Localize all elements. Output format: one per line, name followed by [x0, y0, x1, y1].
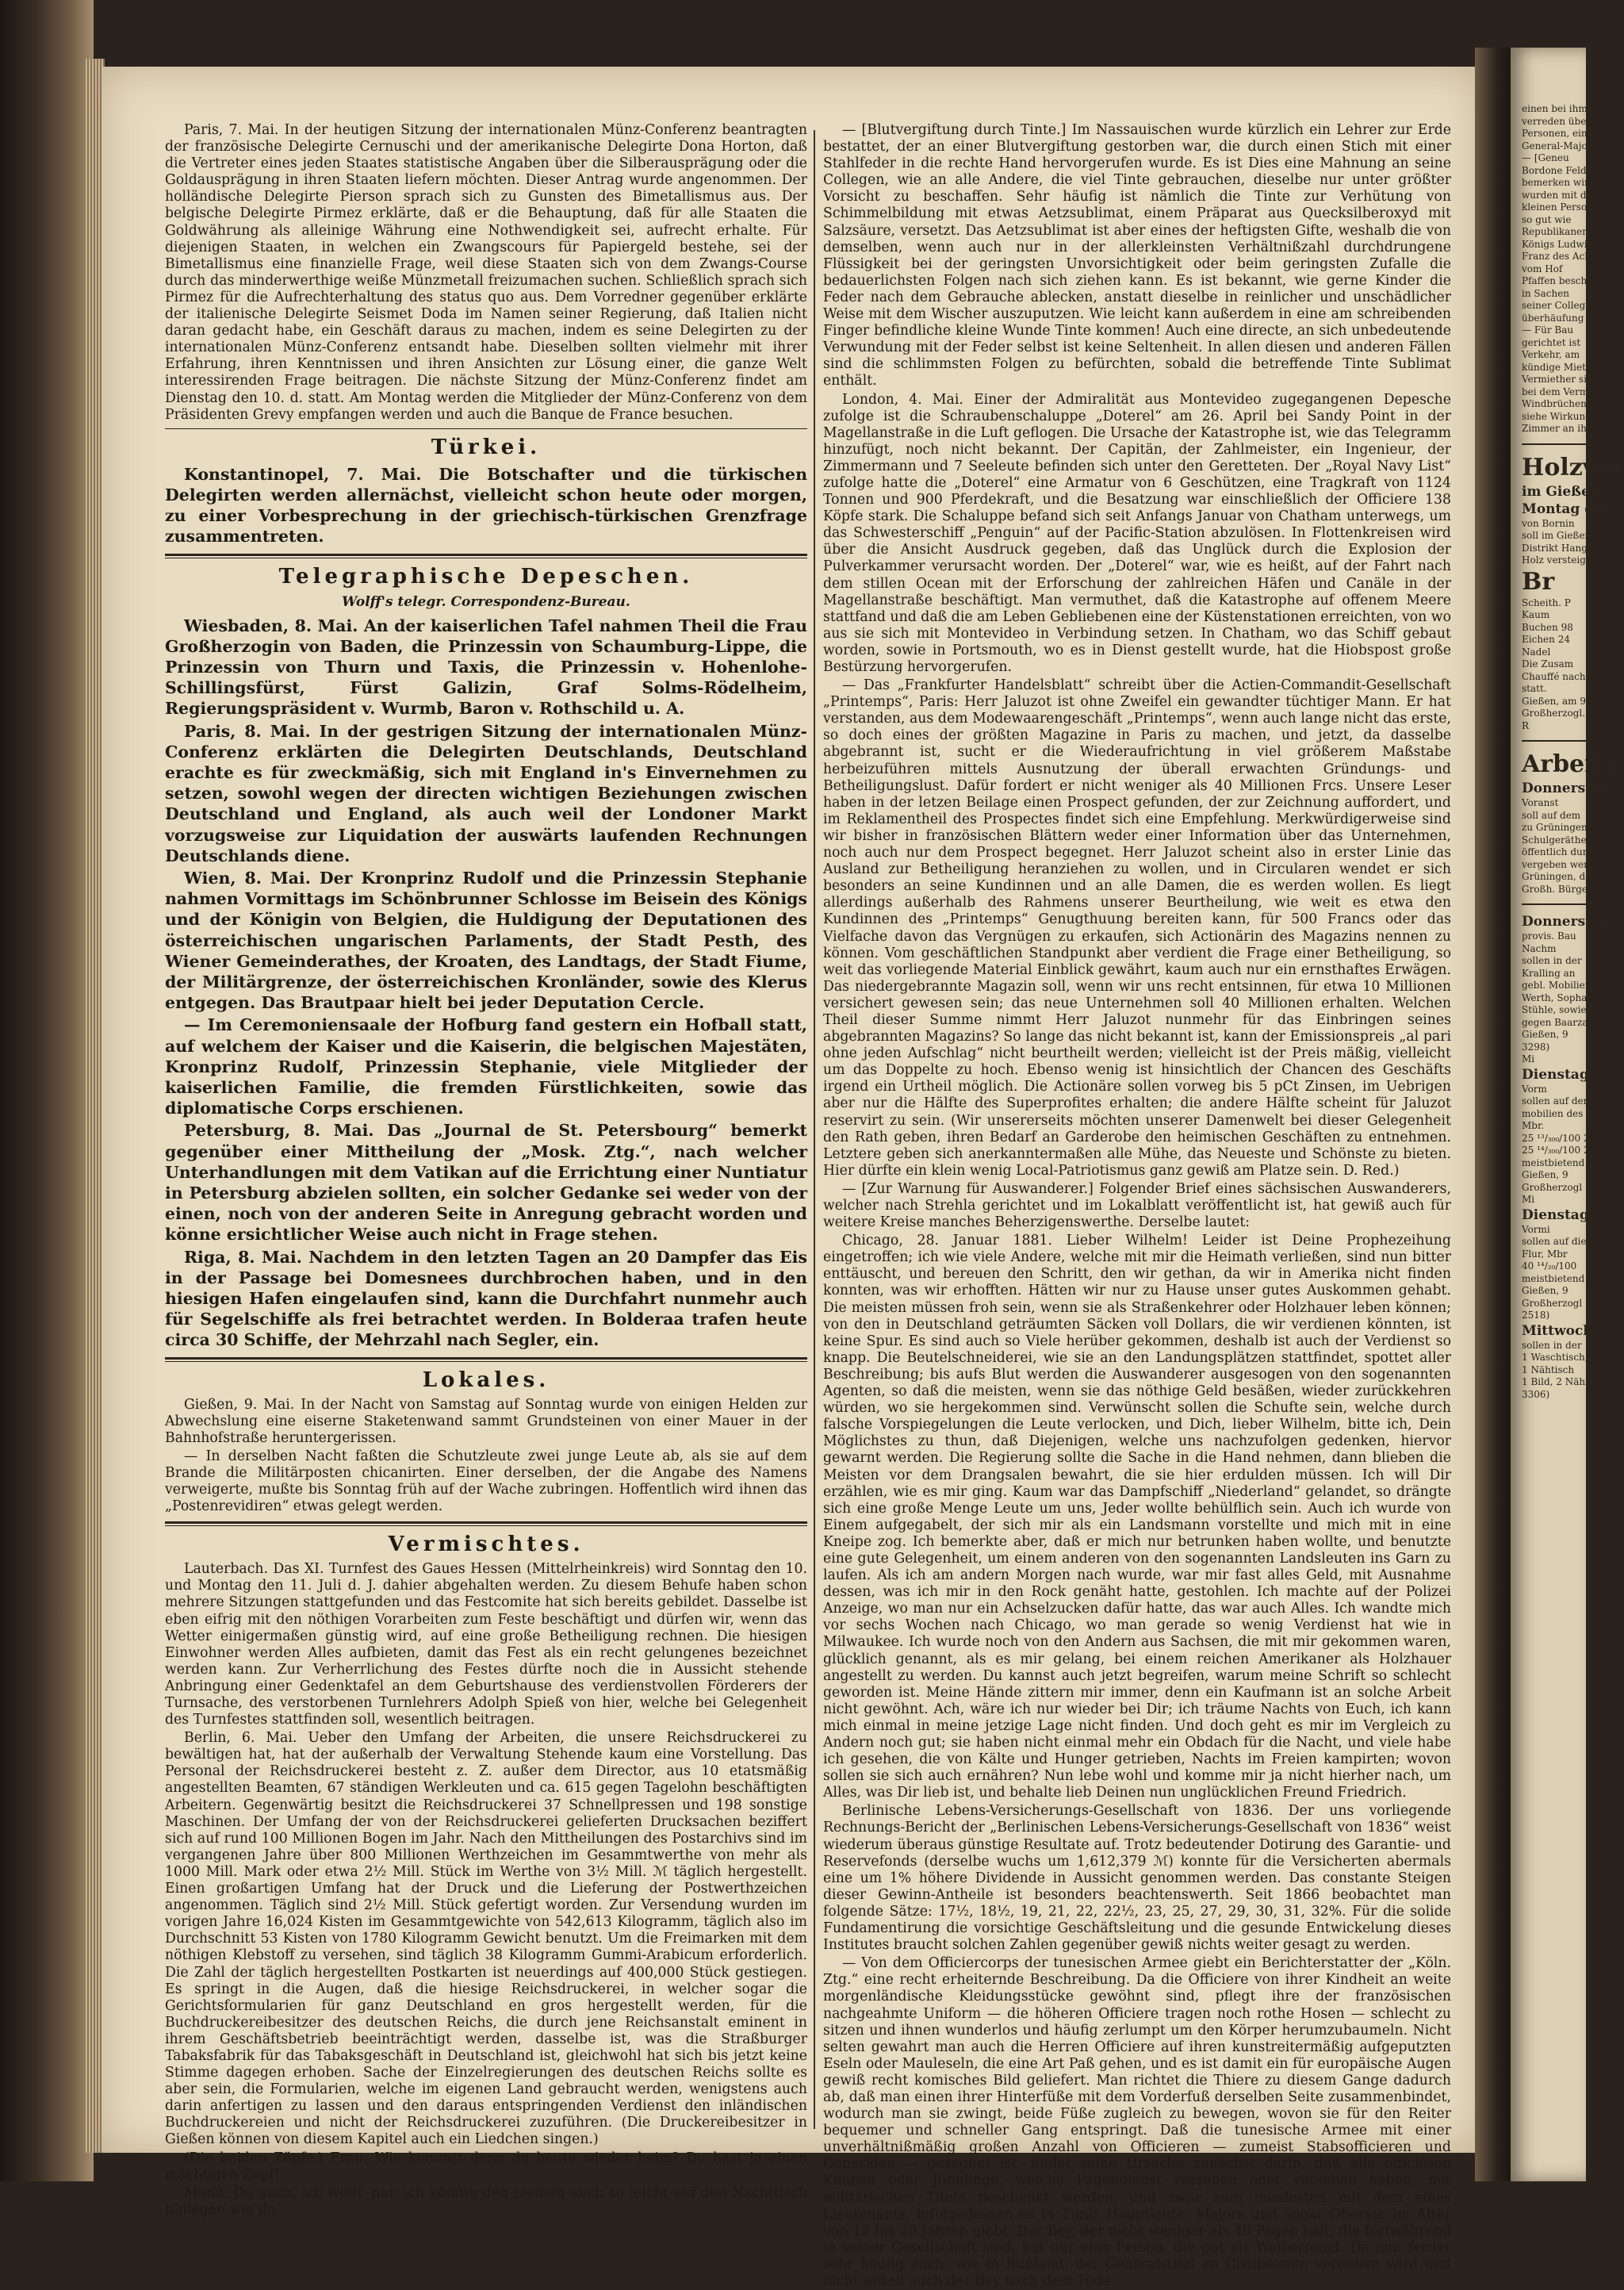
fragment-line: provis. Bau: [1522, 930, 1576, 942]
article-tunesische-armee: — Von dem Officiercorps der tunesischen Armee giebt ein Berichterstatter der „Köln. Ztg.“ eine recht erheiternde Beschreibung. Da die Officiere von ihrer Kindheit an weite morgenländische Kleidungsstücke gewöhnt sind, pflegt ihre der französischen nachgeahmte Uniform — die höheren Officiere tragen noch rothe Hosen — schlecht zu sitzen und ihnen wunderlos und häufig zerlumpt um den Körper herumzubaumeln. Nicht selten gewahrt man auch die Herren Officiere auf ihren kunstreitermäßig aufgeputzten Eseln oder Mauleseln, die eine Art Paß gehen, und es ist damit ein für europäische Augen gewiß recht komisches Bild geliefert. Man richtet die Thiere zu diesem Gange dadurch ab, daß man einen ihrer Hinterfüße mit dem Vorderfuß derselben Seite zusammenbindet, wodurch man sie zwingt, beide Füße zugleich zu bewegen, wovon sie für den Reiter bequemer und schneller Gang entspringt. Daß die tunesische Armee mit einer unverhältnißmäßig großen Anzahl von Officieren — zumeist Stabsofficieren und Generälen — gesegnet ist, findet seine Ursache zunächst darin, daß alle officiösen Knaben oder Jünglinge, welche Pagendienst versehen oder versehen haben, mit militärischen Titeln beschenkt werden. und zwar zum mindesten mit dem eines Lieutenants, infolgedessen es in Tunis Hauptleute, Majors und sogar Oberste im Alter von 12 bis 20 Jahren giebt. Der Bey, der nicht weniger als 40 Pagen hält, die fortwährend in seiner Gesellschaft sind, hat nur eine Person, die gut als Weiberfeind. Da nun ferner sehr häufig auch, wie in Rußland, der Generalstitel an Civilbeamte verliehen wird und nicht selten auch der Bey nach dem Tode: [823, 1955, 1451, 2289]
adjacent-page-fragment: [1511, 48, 1624, 2181]
article-lebensversicherung: Berlinische Lebens-Versicherungs-Gesellschaft von 1836. Der uns vorliegende Rechnungs-Bericht der „Berlinischen Lebens-Versicherungs-Gesellschaft von 1836“ weist wiederum überaus günstige Resultate auf. Trotz bedeutender Dotirung des Garantie- und Reservefonds (derselbe wuchs um 1,612,379 ℳ) konnte für die Versicherten abermals eine um 1% höhere Dividende in Aussicht genommen werden. Das constante Steigen dieser Gewinn-Antheile ist besonders beachtenswerth. Seit 1866 beobachtet man folgende Sätze: 17½, 18½, 19, 21, 22, 22½, 23, 25, 27, 29, 30, 31, 32%. Für die solide Fundamentirung die vorsichtige Geschäftsleitung und die gesunde Entwickelung dieses Institutes braucht solchen Zahlen gegenüber gewiß nichts weiter gesagt zu werden.: [823, 1803, 1451, 1954]
fragment-line: gegen Baarzahl: [1522, 1016, 1598, 1028]
fragment-line: Republikaners: [1522, 226, 1592, 237]
fragment-line: R: [1522, 719, 1530, 731]
fragment-line: verreden über, sich: [1522, 115, 1615, 127]
fragment-line: Mi: [1522, 1053, 1535, 1064]
fragment-line: 1 Nähtisch: [1522, 1364, 1575, 1375]
fragment-line: gerichtet ist: [1522, 336, 1581, 348]
fragment-line: zu Grüningen: [1522, 822, 1588, 833]
article-tinte: — [Blutvergiftung durch Tinte.] Im Nassauischen wurde kürzlich ein Lehrer zur Erde bestattet, der an einer Blutvergiftung gestorben war, die durch einen Stich mit einer Stahlfeder in die rechte Hand hervorgerufen wurde. Es ist Dies eine Mahnung an seine Collegen, wie an alle Andere, die viel Tinte gebrauchen, dieselbe nur unter größter Vorsicht zu beschaffen. Sehr häufig ist nämlich die Tinte zur Verhütung von Schimmelbildung mit etwas Aetzsublimat, einem Präparat aus Quecksilberoxyd mit Salzsäure, versetzt. Das Aetzsublimat ist aber eines der heftigsten Gifte, weshalb die von demselben, wenn auch nur in der allerkleinsten Verhältnißzahl durchdrungene Flüssigkeit bei der geringsten Unvorsichtigkeit oder beim geringsten Zufalle die bedauerlichsten Folgen nach sich ziehen kann. Es ist bekannt, wie gerne Kinder die Feder nach dem Gebrauche ablecken, anstatt dieselbe in reinlicher und unschädlicher Weise mit dem Wischer auszuputzen. Wie leicht kann außerdem in eine am schreibenden Finger befindliche kleine Wunde Tinte kommen! Auch eine directe, an sich unbedeutende Verwundung mit der Feder selbst ist keine Seltenheit. In allen diesen und anderen Fällen sind die schlimmsten Folgen zu befürchten, sobald die betreffende Tinte Sublimat enthält.: [823, 122, 1451, 389]
fragment-line: Vormi: [1522, 1223, 1550, 1235]
ad-date: Dienstag: [1522, 1206, 1589, 1223]
ad-subheading: im Gießen: [1522, 483, 1600, 500]
fragment-line: Verkehr, am: [1522, 349, 1580, 360]
fragment-line: vom Hof: [1522, 263, 1563, 274]
fragment-line: Gießen, 9: [1522, 1169, 1568, 1180]
fragment-line: sollen auf dem: [1522, 1095, 1593, 1107]
column-separator: [814, 130, 815, 2129]
fragment-lines-ad10: [1522, 1340, 1593, 1402]
article-konstantinopel: Konstantinopel, 7. Mai. Die Botschafter und die türkischen Delegirten werden allernächst, vielleicht schon heute oder morgen, zu einer Vorbesprechung in der griechisch-türkischen Grenzfrage zusammentreten.: [165, 464, 807, 547]
fragment-line: Distrikt Hangel: [1522, 542, 1596, 554]
fragment-line: meistbietend: [1522, 1157, 1585, 1168]
fragment-line: Pfaffen beschrieb: [1522, 275, 1607, 286]
divider-double: [165, 554, 807, 558]
fragment-line: — [Geneu: [1522, 152, 1569, 163]
fragment-line: öffentlich durch: [1522, 846, 1599, 857]
divider: [165, 428, 807, 429]
ad-heading-holzver: Holzver: [1522, 453, 1624, 481]
fragment-line: soll im Gießen: [1522, 530, 1591, 541]
dispatch-hofball: — Im Ceremoniensaale der Hofburg fand gestern ein Hofball statt, auf welchem der Kaiser und die Kaiserin, die belgischen Majestäten, Kronprinz Rudolf, Prinzessin Stephanie, viele Mitglieder der kaiserlichen Familie, die fremden Fürstlichkeiten, sowie das diplomatische Corps erschienen.: [165, 1015, 807, 1118]
fragment-lines-ad4: [1522, 797, 1607, 896]
article-warnung-auswanderer: — [Zur Warnung für Auswanderer.] Folgender Brief eines sächsischen Auswanderers, welcher nach Strehla gerichtet und im Lokalblatt veröffentlicht ist, hat gewiß auch für weitere Kreise manches Beherzigenswerthe. Derselbe lautet:: [823, 1180, 1451, 1231]
fragment-line: sollen auf die: [1522, 1236, 1587, 1247]
divider-double: [165, 1357, 807, 1362]
ad-date: Montag den: [1522, 501, 1613, 517]
fragment-line: statt.: [1522, 683, 1547, 694]
fragment-line: Holz versteigert: [1522, 554, 1600, 566]
fragment-lines-top: [1522, 103, 1618, 435]
fragment-line: Stühle, sowie: [1522, 1004, 1587, 1015]
fragment-line: 3298): [1522, 1041, 1550, 1053]
fragment-line: 25 ¹⁴/₃₀₀/100 288: [1522, 1145, 1602, 1156]
dispatch-wiesbaden: Wiesbaden, 8. Mai. An der kaiserlichen Tafel nahmen Theil die Frau Großherzogin von Baden, die Prinzessin von Schaumburg-Lippe, die Prinzessin von Thurn und Taxis, die Prinzessin v. Hohenlohe-Schillingsfürst, Fürst Galizin, Graf Solms-Rödelheim, Regierungspräsident v. Wurmb, Baron v. Rothschild u. A.: [165, 616, 807, 719]
heading-lokales: Lokales.: [422, 1367, 550, 1392]
fragment-line: in Sachen: [1522, 287, 1570, 299]
fragment-line: Grüningen, den: [1522, 871, 1597, 882]
fragment-line: überhäufung: [1522, 312, 1584, 324]
ad-heading-br: Br: [1522, 567, 1555, 596]
fragment-line: 1 Bild, 2 Nähn: [1522, 1376, 1591, 1387]
fragment-line: Bordone Feldherr: [1522, 164, 1607, 176]
fragment-line: Personen, ein: [1522, 128, 1588, 139]
article-giessen-1: Gießen, 9. Mai. In der Nacht von Samstag auf Sonntag wurde von einigen Helden zur Abwechslung eine eiserne Staketenwand sammt Grundsteinen von einer Mauer in der Bahnhofstraße heruntergerissen.: [165, 1396, 807, 1446]
fragment-line: Flur, Mbr: [1522, 1248, 1568, 1260]
fragment-line: Großh. Bürge: [1522, 883, 1588, 895]
article-london-doterel: London, 4. Mai. Einer der Admiralität aus Montevideo zugegangenen Depesche zufolge ist die Schraubenschaluppe „Doterel“ am 26. April bei Sandy Point in der Magellanstraße in die Luft geflogen. Die Ursache der Katastrophe ist, wie das Telegramm hinzufügt, noch nicht bekannt. Der Capitän, der Zahlmeister, ein Ingenieur, der Zimmermann und 7 Seeleute befinden sich unter den Geretteten. Der „Royal Navy List“ zufolge hatte die „Doterel“ eine Armatur von 6 Geschützen, eine Tragkraft von 1124 Tonnen und 900 Pferdekraft, und die Besatzung war einschließlich der Officiere 138 Köpfe stark. Die Schaluppe befand sich seit Anfangs Januar von Chatham unterwegs, um das Schwesterschiff „Penguin“ auf der Pacific-Station abzulösen. In Flottenkreisen wird über die Ansicht Ausdruck gegeben, daß das Unglück durch die Explosion der Pulverkammer verursacht worden. Der „Doterel“ war, wie es heißt, auf der Fahrt nach dem stillen Ocean mit der Erforschung der zahlreichen Häfen und Canäle in der Magellanstraße beschäftigt. Man vermuthet, daß die Katastrophe auf offenem Meere stattfand und daß die am Leben Gebliebenen eine der Küstenstationen erreichten, von wo aus sie sich mit Montevideo in Verbindung setzen. In Chatham, wo das Schiff gebaut worden, sowie in Portsmouth, wo es in Dienst gestellt wurde, hat die Hiobspost große Bestürzung hervorgerufen.: [823, 391, 1451, 675]
fragment-line: so gut wie: [1522, 213, 1572, 225]
fragment-line: 3306): [1522, 1388, 1550, 1400]
fragment-line: — Für Bau: [1522, 324, 1574, 336]
article-giessen-2: — In derselben Nacht faßten die Schutzleute zwei junge Leute ab, als sie auf dem Brande die Militärposten chicanirten. Einer derselben, der die Angabe des Namens verweigerte, mußte bis Sonntag früh auf der Wache zubringen. Hoffentlich wird ihnen das „Postenrevidiren“ etwas gelegt werden.: [165, 1448, 807, 1515]
fragment-line: Mi: [1522, 1194, 1535, 1205]
fragment-lines-ad7: [1522, 1083, 1602, 1145]
heading-telegraphische-depeschen: Telegraphische Depeschen.: [278, 564, 694, 589]
dispatch-wien: Wien, 8. Mai. Der Kronprinz Rudolf und die Prinzessin Stephanie nahmen Vormittags im Schönbrunner Schlosse im Beisein des Königs und der Königin von Belgien, die Huldigung der Deputationen des österreichischen ungarischen Parlaments, der Stadt Pesth, des Wiener Gemeinderathes, der Kroaten, des Landtags, der Stadt Fiume, der Militärgrenze, der österreichischen Kronländer, sowie des Klerus entgegen. Das Brautpaar hielt bei jeder Deputation Cercle.: [165, 868, 807, 1013]
ad-date: Donnerstag: [1522, 914, 1610, 930]
fragment-line: Gießen, 9: [1522, 1285, 1568, 1296]
ad-date: Dienstag: [1522, 1066, 1589, 1083]
book-gutter: [1475, 48, 1515, 2181]
fragment-lines-ad2: [1522, 597, 1593, 659]
fragment-line: Vermiether sind: [1522, 374, 1599, 385]
fragment-line: Die Zusam: [1522, 658, 1574, 669]
article-lauterbach: Lauterbach. Das XI. Turnfest des Gaues Hessen (Mittelrheinkreis) wird Sonntag den 10. und Montag den 11. Juli d. J. dahier abgehalten werden. Zu diesem Behufe haben schon mehrere Sitzungen stattgefunden und das Festcomite hat sich bereits gebildet. Dasselbe ist eben eifrig mit den nöthigen Vorarbeiten zum Feste beschäftigt und dürfen wir, wenn das Wetter einigermaßen günstig wird, auf eine große Betheiligung rechnen. Die hiesigen Einwohner werden Alles aufbieten, damit das Fest als ein recht gelungenes bezeichnet werden kann. Zur Verherrlichung des Festes dürfte noch die in Aussicht stehende Anbringung einer Gedenktafel an dem Geburtshause des verdienstvollen Förderers der Turnsache, des verstorbenen Turnlehrers Adolph Spieß von hier, welche bei Gelegenheit des Turnfestes stattfinden soll, wesentlich beitragen.: [165, 1561, 807, 1728]
fragment-line: Großherzogl. Hess: [1522, 708, 1612, 719]
fragment-line: bemerken wir: [1522, 177, 1589, 188]
fragment-line: Zimmer an ihm: [1522, 423, 1596, 434]
fragment-line: Werth, Sopha's,: [1522, 992, 1598, 1003]
fragment-line: kündige Miethe,: [1522, 361, 1601, 373]
fragment-line: von Bornin: [1522, 517, 1575, 529]
fragment-line: sollen in der: [1522, 955, 1582, 966]
fragment-line: mobilien des: [1522, 1107, 1584, 1119]
fragment-line: siehe Wirkung.: [1522, 410, 1595, 422]
fragment-line: soll auf dem: [1522, 809, 1581, 821]
fragment-line: Kaum: [1522, 609, 1550, 620]
fragment-line: meistbietend: [1522, 1272, 1585, 1284]
fragment-line: Nachm: [1522, 942, 1557, 954]
fragment-line: 2518): [1522, 1310, 1550, 1321]
divider-double: [165, 1521, 807, 1526]
fragment-line: Chauffé nach: [1522, 670, 1586, 682]
fragment-line: 25 ¹³/₃₀₀/100 231: [1522, 1132, 1602, 1144]
fragment-line: sollen in der: [1522, 1339, 1582, 1351]
ad-date: Donnerstag: [1522, 781, 1610, 796]
fragment-line: Kralling an: [1522, 967, 1576, 979]
fragment-line: kleinen Personen: [1522, 201, 1605, 213]
fragment-line: Scheith. P: [1522, 596, 1571, 608]
fragment-line: wurden mit den: [1522, 189, 1599, 201]
fragment-lines-ad5: [1522, 930, 1598, 1041]
fragment-line: Voranst: [1522, 797, 1559, 808]
fragment-lines-ad9: [1522, 1224, 1593, 1322]
fragment-line: gebl. Mobilien,: [1522, 980, 1595, 991]
fragment-line: Windbrüchen: [1522, 398, 1587, 409]
ad-heading-arbeits: Arbeits: [1522, 750, 1618, 778]
fragment-line: Gießen, am 9: [1522, 695, 1586, 707]
fragment-line: Buchen 98: [1522, 621, 1573, 633]
fragment-line: General-Majors: [1522, 140, 1597, 152]
fragment-line: Mbr.: [1522, 1120, 1545, 1131]
fragment-lines-ad8: [1522, 1145, 1602, 1206]
article-berlin-reichsdruckerei: Berlin, 6. Mai. Ueber den Umfang der Arbeiten, die unsere Reichsdruckerei zu bewältigen hat, hat der außerhalb der Verwaltung Stehende kaum eine Vorstellung. Das Personal der Reichsdruckerei besteht z. Z. außer dem Director, aus 10 etatsmäßig angestellten Beamten, 67 ständigen Werkleuten und ca. 615 gegen Tagelohn beschäftigten Arbeitern. Gegenwärtig besitzt die Reichsdruckerei 37 Schnellpressen und 198 sonstige Maschinen. Der Umfang der von der Reichsdruckerei gelieferten Drucksachen beziffert sich auf rund 100 Millionen Bogen im Jahr. Nach den Mittheilungen des Postarchivs sind im vergangenen Jahre über 800 Millionen Werthzeichen im Gesammtwerthe von mehr als 1000 Mill. Mark oder etwa 2½ Mill. Stück im Werthe von 3½ Mill. ℳ täglich hergestellt. Einen großartigen Umfang hat der Druck und die Lieferung der Postwerthzeichen angenommen. Täglich sind 2½ Mill. Stück gefertigt worden. Zur Versendung wurden im vorigen Jahre 16,024 Kisten im Gesammtgewichte von 542,613 Kilogramm, täglich also im Durchschnitt 53 Kisten von 1780 Kilogramm Gewicht benutzt. Um die Freimarken mit dem nöthigen Klebstoff zu versehen, sind täglich 38 Kilogramm Gummi-Arabicum erforderlich. Die Zahl der täglich hergestellten Postkarten ist neuerdings auf 400,000 Stück gestiegen. Es springt in die Augen, daß die hiesige Reichsdruckerei, in welcher sogar die Gerichtsformularien für ganz Deutschland en gros hergestellt werden, für die Buchdruckereibesitzer des deutschen Reichs, die durch jene Reichsanstalt eminent in ihrem Geschäftsbetrieb beeinträchtigt werden, dasselbe ist, was die Straßburger Tabaksfabrik für das Tabaksgeschäft in Deutschland ist, gleichwohl hat sich bis jetzt keine Stimme dagegen erhoben. Sache der Einzelregierungen des deutschen Reichs sollte es aber sein, die Formularien, welche im eigenen Land gebraucht werden, wenigstens auch darin anfertigen zu lassen und den daraus entspringenden Verdienst den inländischen Buchdruckereien und nicht der Reichsdruckerei zuzuführen. (Die Druckereibesitzer in Gießen können von diesem Kapitel auch ein Liedchen singen.): [165, 1730, 807, 2148]
divider: [1522, 443, 1593, 445]
divider: [1522, 903, 1593, 905]
fragment-line: Großherzogl: [1522, 1297, 1583, 1309]
fragment-line: Großherzogl: [1522, 1181, 1583, 1193]
fragment-line: Vorm: [1522, 1083, 1547, 1095]
article-paris-muenzconferenz: Paris, 7. Mai. In der heutigen Sitzung der internationalen Münz-Conferenz beantragten der französische Delegirte Cernuschi und der amerikanische Delegirte Dona Horton, daß die Vertreter eines jeden Staates statistische Angaben über die Silberausprägung oder die Goldausprägung in ihren Staaten liefern möchten. Dieser Antrag wurde angenommen. Der holländische Delegirte Pierson sprach sich zu Gunsten des Bimetallismus aus. Der belgische Delegirte Pirmez erklärte, daß er die Behauptung, daß für alle Staaten die Goldwährung als alleinige Währung eine Nothwendigkeit sei, aufrecht erhalte. Für diejenigen Staaten, in welchen ein Zwangscours für Papiergeld bestehe, sei der Bimetallismus eine finanzielle Frage, weil diese Staaten sich von dem Zwangs-Course durch das minderwerthige weiße Münzmetall freizumachen suchen. Schließlich sprach sich Pirmez für die Aufrechterhaltung des status quo aus. Dem Vorredner gegenüber erklärte der italienische Delegirte Seismet Doda im Namen seiner Regierung, daß Italien nicht daran gedacht habe, ein Geschäft daraus zu machen, indem es seine Delegirten zu der internationalen Münz-Conferenz entsandt habe. Dieselben sollten vielmehr mit ihrer Erfahrung, ihren Kenntnissen und ihren Ansichten zur Lösung einer, die ganze Welt interessirenden Frage beitragen. Die nächste Sitzung der Münz-Conferenz findet am Dienstag den 10. d. statt. Am Montag werden die Mitglieder der Münz-Conferenz von dem Präsidenten Grevy empfangen werden und auch die Banque de France besuchen.: [165, 122, 807, 423]
fragment-line: seiner Collegen: [1522, 300, 1598, 311]
fragment-line: Königs Ludwig: [1522, 238, 1594, 250]
divider: [1522, 740, 1593, 742]
article-chicago-brief: Chicago, 28. Januar 1881. Lieber Wilhelm! Leider ist Deine Prophezeihung eingetroffen; ich wie viele Andere, welche mit mir die Heimath verließen, sind nun bitter enttäuscht, und bereuen den Schritt, den wir gethan, da wir in Amerika nicht finden konnten, was wir erhofften. Hätten wir nur zu Hause unser gutes Auskommen gehabt. Die meisten müssen froh sein, wenn sie als Straßenkehrer oder Holzhauer leben können; von den in Deutschland geträumten Säcken voll Dollars, die wir verdienen könnten, ist keine Spur. Es sind auch so Viele herüber gekommen, deshalb ist auch der Verdienst so knapp. Die Beutelschneiderei, wie sie an den Landungsplätzen stattfindet, spottet aller Beschreibung; bis aufs Blut werden die Auswanderer ausgesogen von den sogenannten Agenten, so daß die meisten, wenn sie das nöthige Geld besäßen, wieder zurückkehren würden, wo sie hergekommen sind. Verwünscht sollen die Schufte sein, welche durch falsche Vorspiegelungen die Leute verlocken, und Dich, lieber Wilhelm, bitte ich, Dein Möglichstes zu thun, daß Diejenigen, welche uns nachzufolgen gedenken, hiervor gewarnt werden. Die Regierung sollte die Sache in die Hand nehmen, dann blieben die Meisten vor dem Drangsalen bewahrt, die sie hier erdulden müssen. Ich will Dir erzählen, wie es mir ging. Kaum war das Dampfschiff „Niederland“ gelandet, so drängte sich eine große Menge Leute um uns, Jeder wollte behülflich sein. Auch ich wurde von Einem aufgegabelt, der sich mir als ein Landsmann vorstellte und mich mit in eine Kneipe zog. Ich bemerkte aber, daß er mich nur betrunken haben wollte, und benutzte eine gute Gelegenheit, um einem anderen von den sogenannten Landsleuten ins Garn zu laufen. Als ich am andern Morgen nach wurde, war mir fast alles Geld, mit Ausnahme dessen, was ich mir in den Rock genäht hatte, gestohlen. Ich machte auf der Polizei Anzeige, wo man nur ein Achselzucken dafür hatte, das war auch Alles. Ich wandte mich vor sechs Wochen nach Chicago, wo man gerade so wenig Verdienst hat wie in Milwaukee. Ich wurde noch von den Andern aus Sachsen, die mit mir gekommen waren, glücklich genannt, als es mir gelang, bei einem reichen Amerikaner als Holzhauer angestellt zu werden. Du kannst auch jetzt begreifen, warum meine Schrift so schlecht geworden ist. Meine Hände zittern mir immer, denn ein Kaufmann ist an solche Arbeit nicht gewöhnt. Ach, wäre ich nur wieder bei Dir; ich träume Nachts von Euch, ich kann mich einmal in meine jetzige Lage nicht finden. Und doch geht es mir im Vergleich zu Andern noch gut; sie haben nicht einmal mehr ein Obdach für die Nacht, und viele habe ich gesehen, die von Kälte und Hunger getrieben, Nachts im Freien kampirten; wovon sollen sie sich auch ernähren? Nun lebe wohl und komme mir ja nicht hierher nach, um Alles, was Dir lieb ist, und behalte lieb Deinen nun unglücklichen Freund Friedrich.: [823, 1233, 1451, 1801]
subheading-wolff-bureau: Wolff's telegr. Correspondenz-Bureau.: [342, 593, 630, 610]
fragment-lines-ad6: [1522, 1041, 1593, 1066]
left-column: [165, 122, 807, 2218]
dispatch-riga: Riga, 8. Mai. Nachdem in den letzten Tagen an 20 Dampfer das Eis in der Passage bei Domesnees durchbrochen haben, und in den hiesigen Hafen eingelaufen sind, kann die Durchfahrt nunmehr auch für Segelschiffe als frei betrachtet werden. In Bolderaa trafen heute circa 30 Schiffe, der Mehrzahl nach Segler, ein.: [165, 1247, 807, 1350]
fragment-lines-ad3: [1522, 658, 1612, 732]
fragment-line: Nadel: [1522, 646, 1551, 658]
fragment-line: bei dem Vermiether: [1522, 386, 1618, 397]
newspaper-page: [102, 67, 1481, 2289]
article-printemps: — Das „Frankfurter Handelsblatt“ schreibt über die Actien-Commandit-Gesellschaft „Printemps“, Paris: Herr Jaluzot ist ohne Zweifel ein gewandter tüchtiger Mann. Er hat verstanden, aus dem Modewaarengeschäft „Printemps“, wenn auch lange nicht das erste, so doch eines der größten Magazine in Paris zu machen, und jetzt, da dasselbe abgebrannt ist, sucht er die Wiederaufrichtung in viel größerem Maßstabe herbeizuführen mittels Ausnutzung der überall erwachten Gründungs- und Betheiligungslust. Dafür fordert er nicht weniger als 40 Millionen Frcs. Unsere Leser haben in der letzen Beilage einen Prospect gefunden, der zur Zeichnung auffordert, und im Reklamentheil des Prospectes findet sich eine Empfehlung. Merkwürdigerweise sind wir bisher in französischen Blättern weder einer Information über das Unternehmen, noch auch nur dem Prospect begegnet. Herr Jaluzot scheint also in erster Linie das Ausland zur Betheiligung heranziehen zu wollen, und in Circularen wendet er sich besonders an seine Kundinnen und an alle Damen, die es werden wollen. Es liegt allerdings außerhalb des Rahmens unserer Beurtheilung, wie weit es etwa den Kundinnen des „Printemps“ Genugthuung bereiten kann, für 500 Francs oder das Vielfache davon das Vergnügen zu erkaufen, sich Actionärin des Magazins nennen zu können. Vom geschäftlichen Standpunkt aber verdient die Frage einer Betheiligung, so weit das vorliegende Material Einblick gewährt, kaum auch nur ein ernsthaftes Erwägen. Das niedergebrannte Magazin soll, wenn wir uns recht entsinnen, für etwa 10 Millionen versichert gewesen sein; das neue Unternehmen soll 40 Millionen erhalten. Welchen Theil dieser Summe nimmt Herr Jaluzot nunmehr für das Einbringen seines abgebrannten Magazins? So lange das nicht bekannt ist, kann der Emissionspreis „al pari ohne jeden Aufschlag“ nicht beurtheilt werden; vielleicht ist der Preis mäßig, vielleicht um das Doppelte zu hoch. Ebenso wenig ist hinsichtlich der Chancen des Geschäfts irgend ein Urtheil möglich. Die Actionäre sollen vorweg bis 5 pCt Zinsen, im Uebrigen aber nur die Hälfte des Superprofites erhalten; die andere Hälfte scheint für Jaluzot reservirt zu sein. (Wir unsererseits möchten unserer Damenwelt bei dieser Gelegenheit den Rath geben, ihren Bedarf an Garderobe den heimischen Geschäften zu entnehmen. Letztere geben sich anerkanntermaßen alle Mühe, das Neueste und Schönste zu bieten. Hier dürfte ein klein wenig Local-Patriotismus ganz gewiß am Platze sein. D. Red.): [823, 677, 1451, 1179]
fragment-line: vergeben werden: [1522, 858, 1607, 870]
fragment-line: einen bei ihm in: [1522, 103, 1600, 114]
fragment-lines-ad1: [1522, 517, 1600, 567]
fragment-line: 1 Waschtisch,: [1522, 1352, 1588, 1363]
fragment-line: 40 ¹⁴/₂₀/100: [1522, 1260, 1577, 1272]
middle-column: [823, 122, 1451, 2289]
article-zoepfe-mann: Mann: Du auch, ich wollt' nur, ich könnte den meinen auch so leicht auf den Nachttisch hinlegen wie du.: [165, 2185, 807, 2218]
dispatch-petersburg: Petersburg, 8. Mai. Das „Journal de St. Petersbourg“ bemerkt gegenüber einer Mittheilung der „Mosk. Ztg.“, nach welcher Unterhandlungen mit dem Vatikan auf die Errichtung einer Nuntiatur in Petersburg abzielen sollten, ein solcher Gedanke sei weder von der einen, noch von der anderen Seite in Anregung gebracht worden und könne ersichtlicher Weise auch nicht in Frage stehen.: [165, 1121, 807, 1245]
heading-vermischtes: Vermischtes.: [388, 1532, 584, 1557]
fragment-line: Eichen 24: [1522, 634, 1570, 645]
fragment-line: Franz des Achten: [1522, 251, 1607, 262]
heading-tuerkei: Türkei.: [431, 435, 542, 459]
book-binding-left: [0, 0, 94, 2181]
article-zoepfe: (Die beiden Zöpfe.) Frau: Wie kommst denn du heute wieder heim? Du hast ja einen mächtigen Zopf!: [165, 2150, 807, 2183]
ad-date: Mittwoch: [1522, 1322, 1593, 1339]
fragment-line: Schulgeräthen,: [1522, 834, 1596, 846]
dispatch-paris: Paris, 8. Mai. In der gestrigen Sitzung der internationalen Münz-Conferenz erklärten die Delegirten Deutschlands, Deutschland erachte es für zweckmäßig, sich mit England in's Einvernehmen zu setzen, sowohl wegen der directen wichtigen Beziehungen zwischen Deutschland und England, als auch weil der Londoner Markt vorzugsweise zur Liquidation der auswärts laufenden Rechnungen Deutschlands diene.: [165, 721, 807, 865]
fragment-line: Gießen, 9: [1522, 1029, 1568, 1040]
adjacent-page-text: [1522, 103, 1624, 1401]
